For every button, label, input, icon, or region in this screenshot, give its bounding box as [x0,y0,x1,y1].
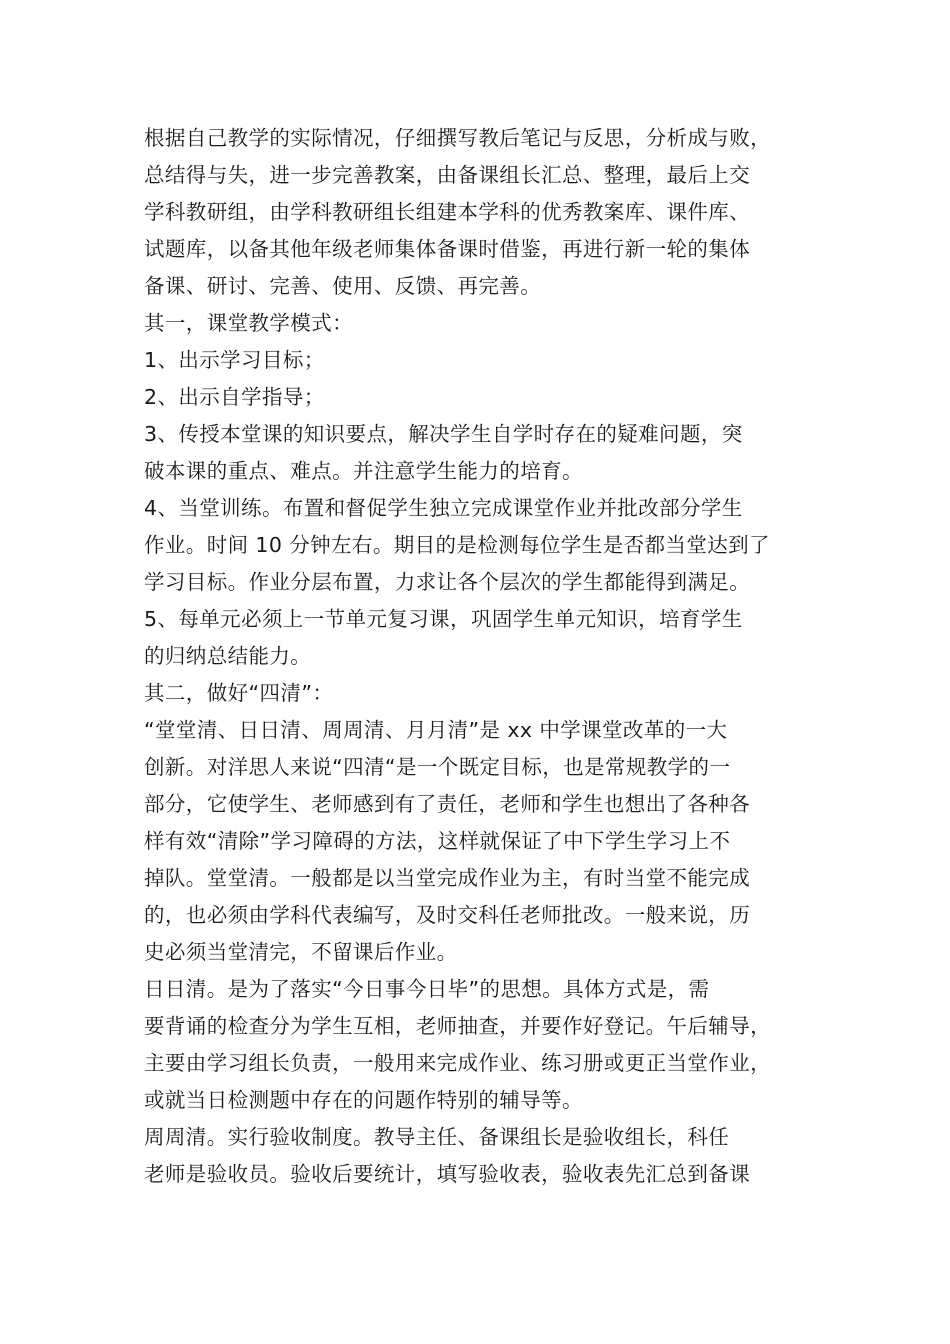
list-item: 1、出示学习目标； [144,348,325,372]
text-line: 老师是验收员。验收后要统计，填写验收表，验收表先汇总到备课 [144,1162,751,1186]
text-line: 总结得与失，进一步完善教案，由备课组长汇总、整理，最后上交 [144,163,751,187]
list-item: 2、出示自学指导； [144,385,325,409]
text-line: 样有效“清除”学习障碍的方法，这样就保证了中下学生学习上不 [144,829,731,853]
section-heading: 其二，做好“四清”： [144,681,334,705]
text-line: 主要由学习组长负责，一般用来完成作业、练习册或更正当堂作业， [144,1051,771,1075]
text-line: 或就当日检测题中存在的问题作特别的辅导等。 [144,1088,583,1112]
text-line: 部分，它使学生、老师感到有了责任，老师和学生也想出了各种各 [144,792,751,816]
text-line: 的归纳总结能力。 [144,644,312,668]
text-line: “堂堂清、日日清、周周清、月月清”是 xx 中学课堂改革的一大 [144,718,728,742]
text-line: 创新。对洋思人来说“四清“是一个既定目标，也是常规教学的一 [144,755,731,779]
text-line: 学习目标。作业分层布置，力求让各个层次的学生都能得到满足。 [144,570,751,594]
text-line: 要背诵的检查分为学生互相，老师抽查，并要作好登记。午后辅导， [144,1014,771,1038]
text-line: 根据自己教学的实际情况，仔细撰写教后笔记与反思，分析成与败， [144,126,771,150]
text-line: 学科教研组，由学科教研组长组建本学科的优秀教案库、课件库、 [144,200,751,224]
text-line: 作业。时间 10 分钟左右。期目的是检测每位学生是否都当堂达到了 [144,533,770,557]
text-line: 日日清。是为了落实“今日事今日毕”的思想。具体方式是，需 [144,977,710,1001]
list-item: 5、每单元必须上一节单元复习课，巩固学生单元知识，培育学生 [144,607,743,631]
text-line: 掉队。堂堂清。一般都是以当堂完成作业为主，有时当堂不能完成 [144,866,751,890]
text-line: 周周清。实行验收制度。教导主任、备课组长是验收组长，科任 [144,1125,730,1149]
list-item: 3、传授本堂课的知识要点，解决学生自学时存在的疑难问题，突 [144,422,743,446]
text-line: 试题库，以备其他年级老师集体备课时借鉴，再进行新一轮的集体 [144,237,751,261]
text-line: 的，也必须由学科代表编写，及时交科任老师批改。一般来说，历 [144,903,751,927]
list-item: 4、当堂训练。布置和督促学生独立完成课堂作业并批改部分学生 [144,496,743,520]
text-line: 史必须当堂清完，不留课后作业。 [144,940,458,964]
text-line: 备课、研讨、完善、使用、反馈、再完善。 [144,274,542,298]
text-line: 破本课的重点、难点。并注意学生能力的培育。 [144,459,583,483]
section-heading: 其一，课堂教学模式： [144,311,353,335]
